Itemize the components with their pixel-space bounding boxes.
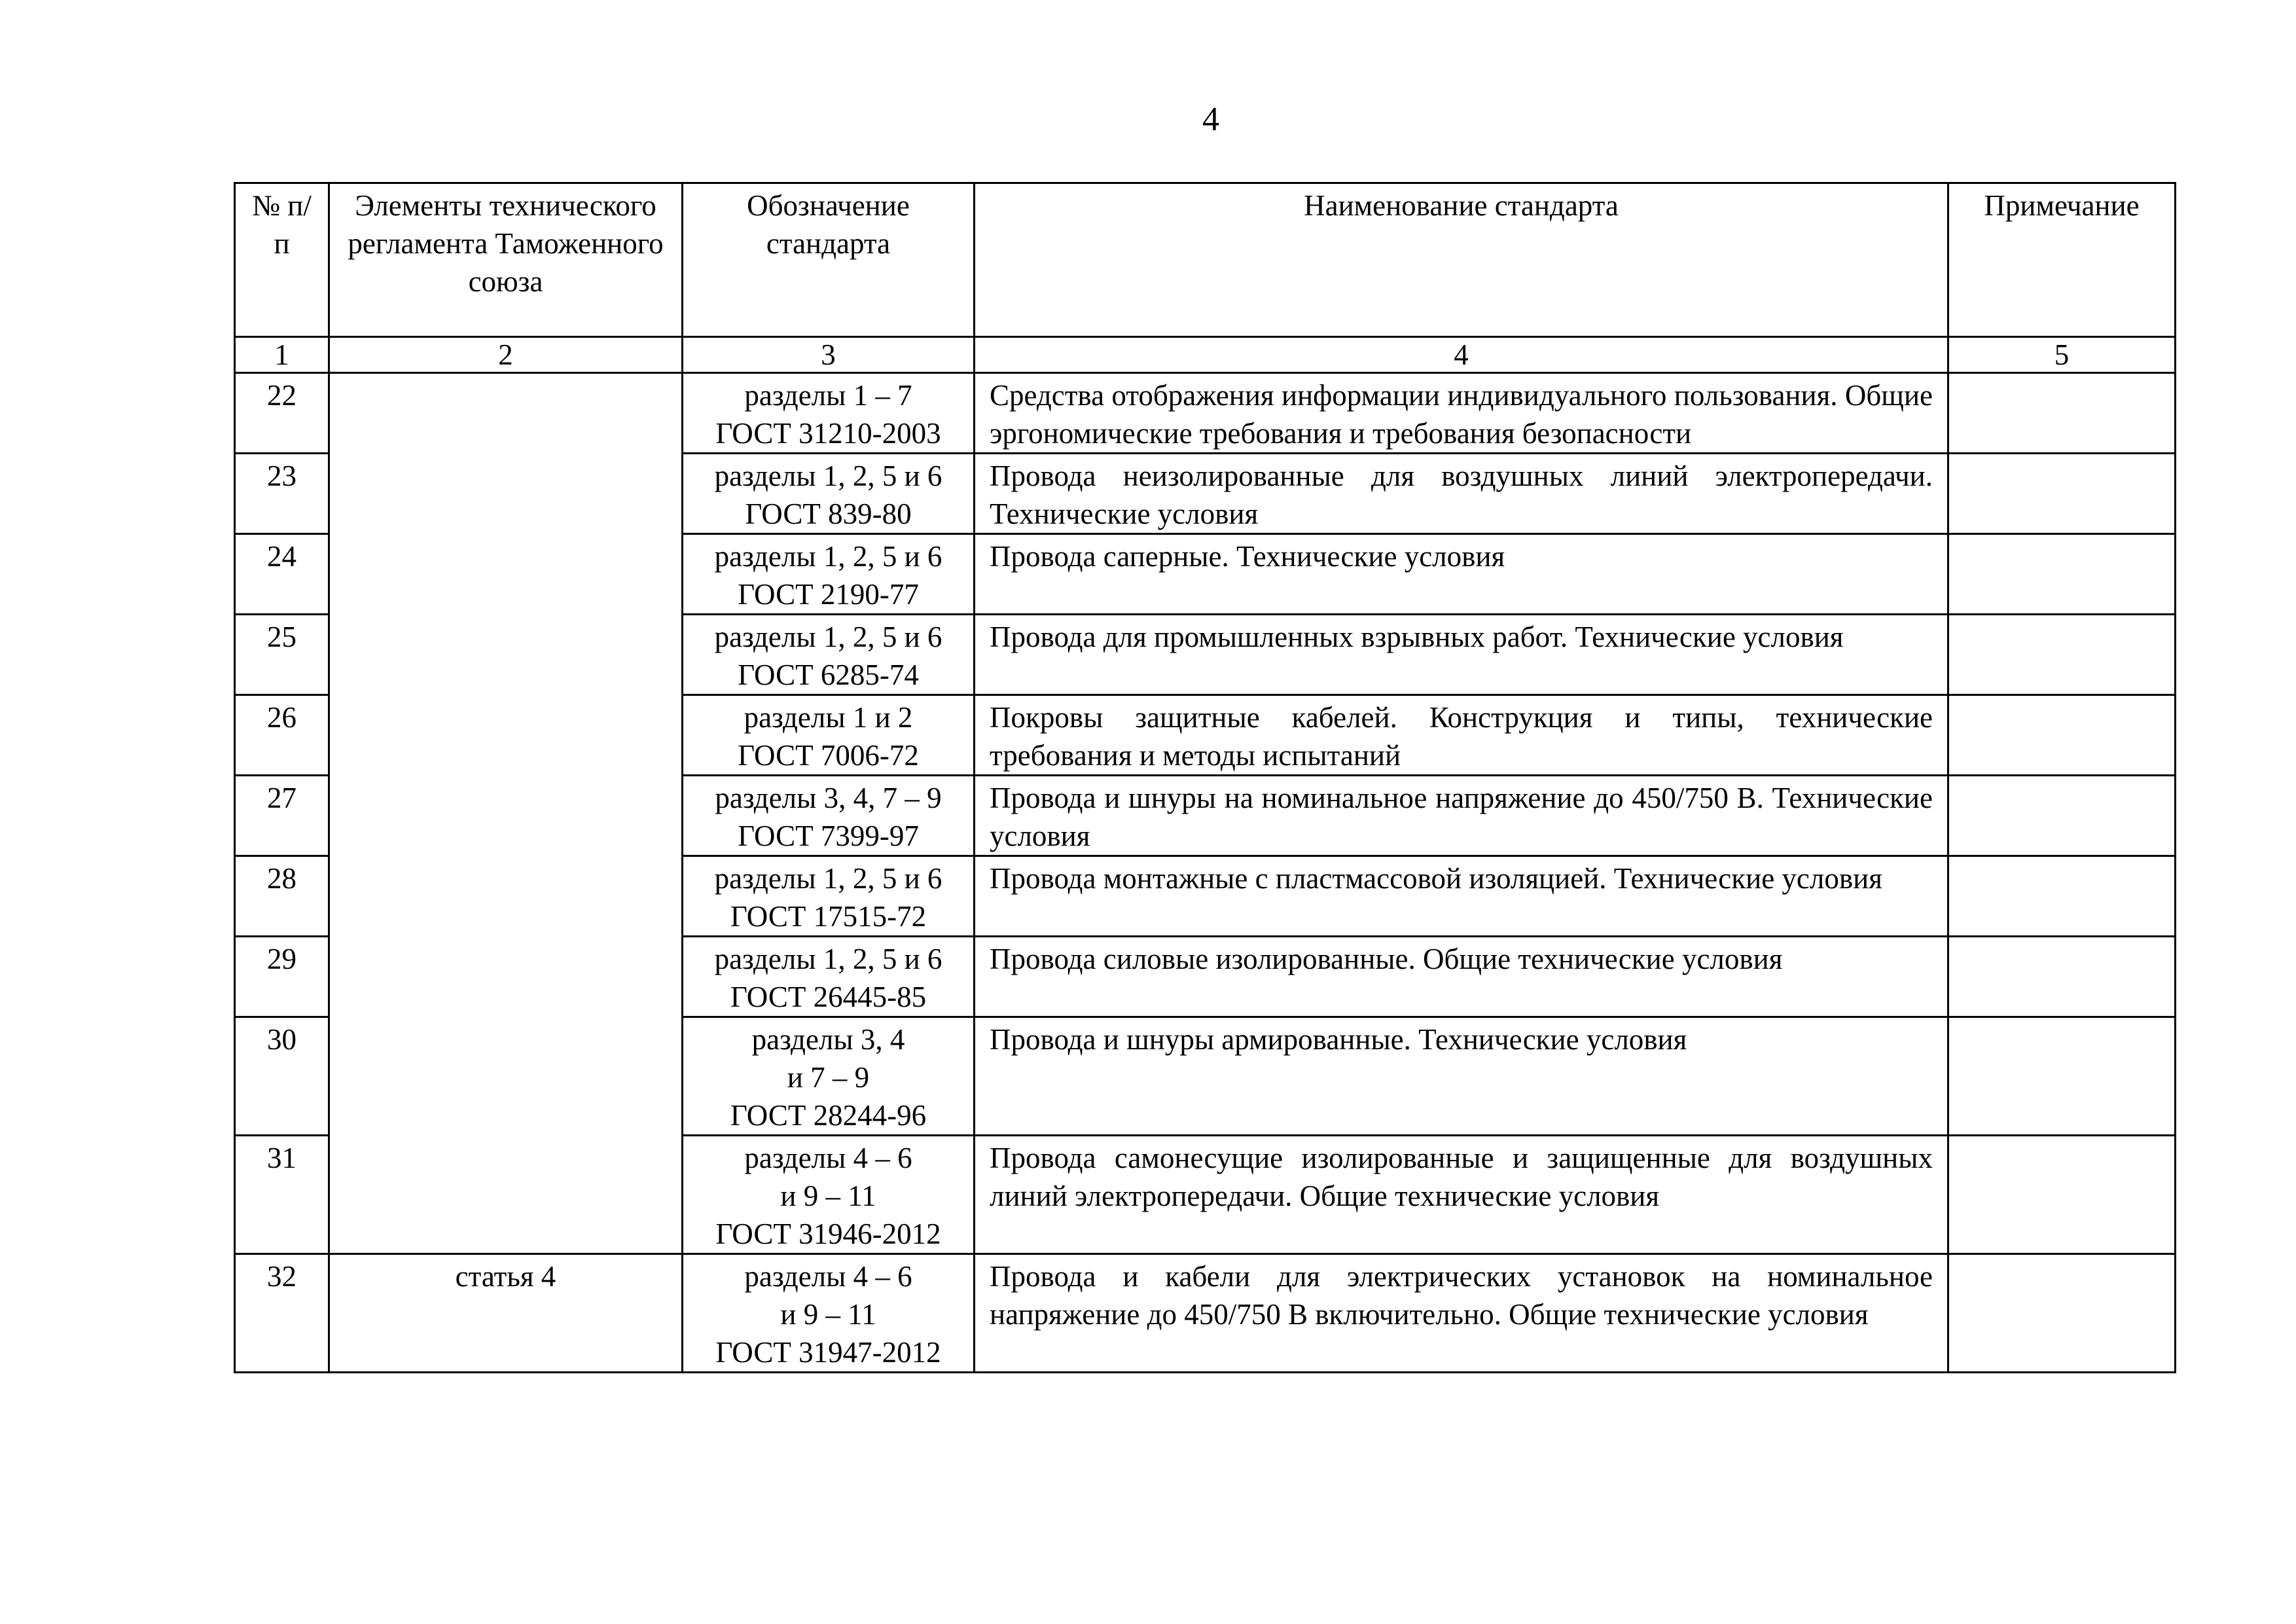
- header-element: Элементы технического регламента Таможенного союза: [329, 183, 683, 337]
- row-note: [1948, 534, 2176, 615]
- row-standard-name: Провода силовые изолированные. Общие технические условия: [975, 937, 1948, 1017]
- row-num: 22: [235, 373, 329, 454]
- row-note: [1948, 776, 2176, 856]
- column-number: 4: [975, 337, 1948, 373]
- row-num: 28: [235, 856, 329, 937]
- row-note: [1948, 695, 2176, 776]
- row-num: 29: [235, 937, 329, 1017]
- standards-table: [234, 182, 2176, 1373]
- column-number: 1: [235, 337, 329, 373]
- row-num: 25: [235, 615, 329, 695]
- row-num: 24: [235, 534, 329, 615]
- row-designation: разделы 1, 2, 5 и 6 ГОСТ 839-80: [683, 454, 975, 534]
- column-numbers-row: [235, 337, 2176, 373]
- table-row: [235, 1254, 2176, 1373]
- row-num: 32: [235, 1254, 329, 1373]
- table-header-row: [235, 183, 2176, 337]
- row-standard-name: Покровы защитные кабелей. Конструкция и типы, технические требования и методы испытаний: [975, 695, 1948, 776]
- row-num: 27: [235, 776, 329, 856]
- row-standard-name: Провода для промышленных взрывных работ. Технические условия: [975, 615, 1948, 695]
- page-number: 4: [1202, 101, 1219, 138]
- row-note: [1948, 373, 2176, 454]
- row-standard-name: Средства отображения информации индивидуального пользования. Общие эргономические требования и требования безопасности: [975, 373, 1948, 454]
- row-designation: разделы 3, 4 и 7 – 9 ГОСТ 28244-96: [683, 1017, 975, 1136]
- row-num: 31: [235, 1136, 329, 1254]
- row-standard-name: Провода и кабели для электрических установок на номинальное напряжение до 450/750 В включительно. Общие технические условия: [975, 1254, 1948, 1373]
- row-num: 30: [235, 1017, 329, 1136]
- row-standard-name: Провода и шнуры армированные. Технические условия: [975, 1017, 1948, 1136]
- row-num: 23: [235, 454, 329, 534]
- row-note: [1948, 454, 2176, 534]
- row-designation: разделы 4 – 6 и 9 – 11 ГОСТ 31947-2012: [683, 1254, 975, 1373]
- row-designation: разделы 3, 4, 7 – 9 ГОСТ 7399-97: [683, 776, 975, 856]
- row-num: 26: [235, 695, 329, 776]
- column-number: 2: [329, 337, 683, 373]
- column-number: 5: [1948, 337, 2176, 373]
- row-designation: разделы 1, 2, 5 и 6 ГОСТ 6285-74: [683, 615, 975, 695]
- header-num: № п/п: [235, 183, 329, 337]
- header-designation: Обозначение стандарта: [683, 183, 975, 337]
- row-designation: разделы 1 и 2 ГОСТ 7006-72: [683, 695, 975, 776]
- row-standard-name: Провода монтажные с пластмассовой изоляцией. Технические условия: [975, 856, 1948, 937]
- row-note: [1948, 1017, 2176, 1136]
- column-number: 3: [683, 337, 975, 373]
- row-note: [1948, 937, 2176, 1017]
- row-element: статья 4: [329, 1254, 683, 1373]
- row-designation: разделы 1 – 7 ГОСТ 31210-2003: [683, 373, 975, 454]
- row-note: [1948, 1136, 2176, 1254]
- row-standard-name: Провода неизолированные для воздушных линий электропередачи. Технические условия: [975, 454, 1948, 534]
- row-element: [329, 373, 683, 1254]
- row-standard-name: Провода и шнуры на номинальное напряжение до 450/750 В. Технические условия: [975, 776, 1948, 856]
- row-standard-name: Провода саперные. Технические условия: [975, 534, 1948, 615]
- row-designation: разделы 1, 2, 5 и 6 ГОСТ 17515-72: [683, 856, 975, 937]
- row-designation: разделы 1, 2, 5 и 6 ГОСТ 26445-85: [683, 937, 975, 1017]
- row-designation: разделы 1, 2, 5 и 6 ГОСТ 2190-77: [683, 534, 975, 615]
- header-name: Наименование стандарта: [975, 183, 1948, 337]
- header-note: Примечание: [1948, 183, 2176, 337]
- row-note: [1948, 615, 2176, 695]
- row-standard-name: Провода самонесущие изолированные и защищенные для воздушных линий электропередачи. Общие технические условия: [975, 1136, 1948, 1254]
- table-row: [235, 373, 2176, 454]
- row-note: [1948, 1254, 2176, 1373]
- row-designation: разделы 4 – 6 и 9 – 11 ГОСТ 31946-2012: [683, 1136, 975, 1254]
- row-note: [1948, 856, 2176, 937]
